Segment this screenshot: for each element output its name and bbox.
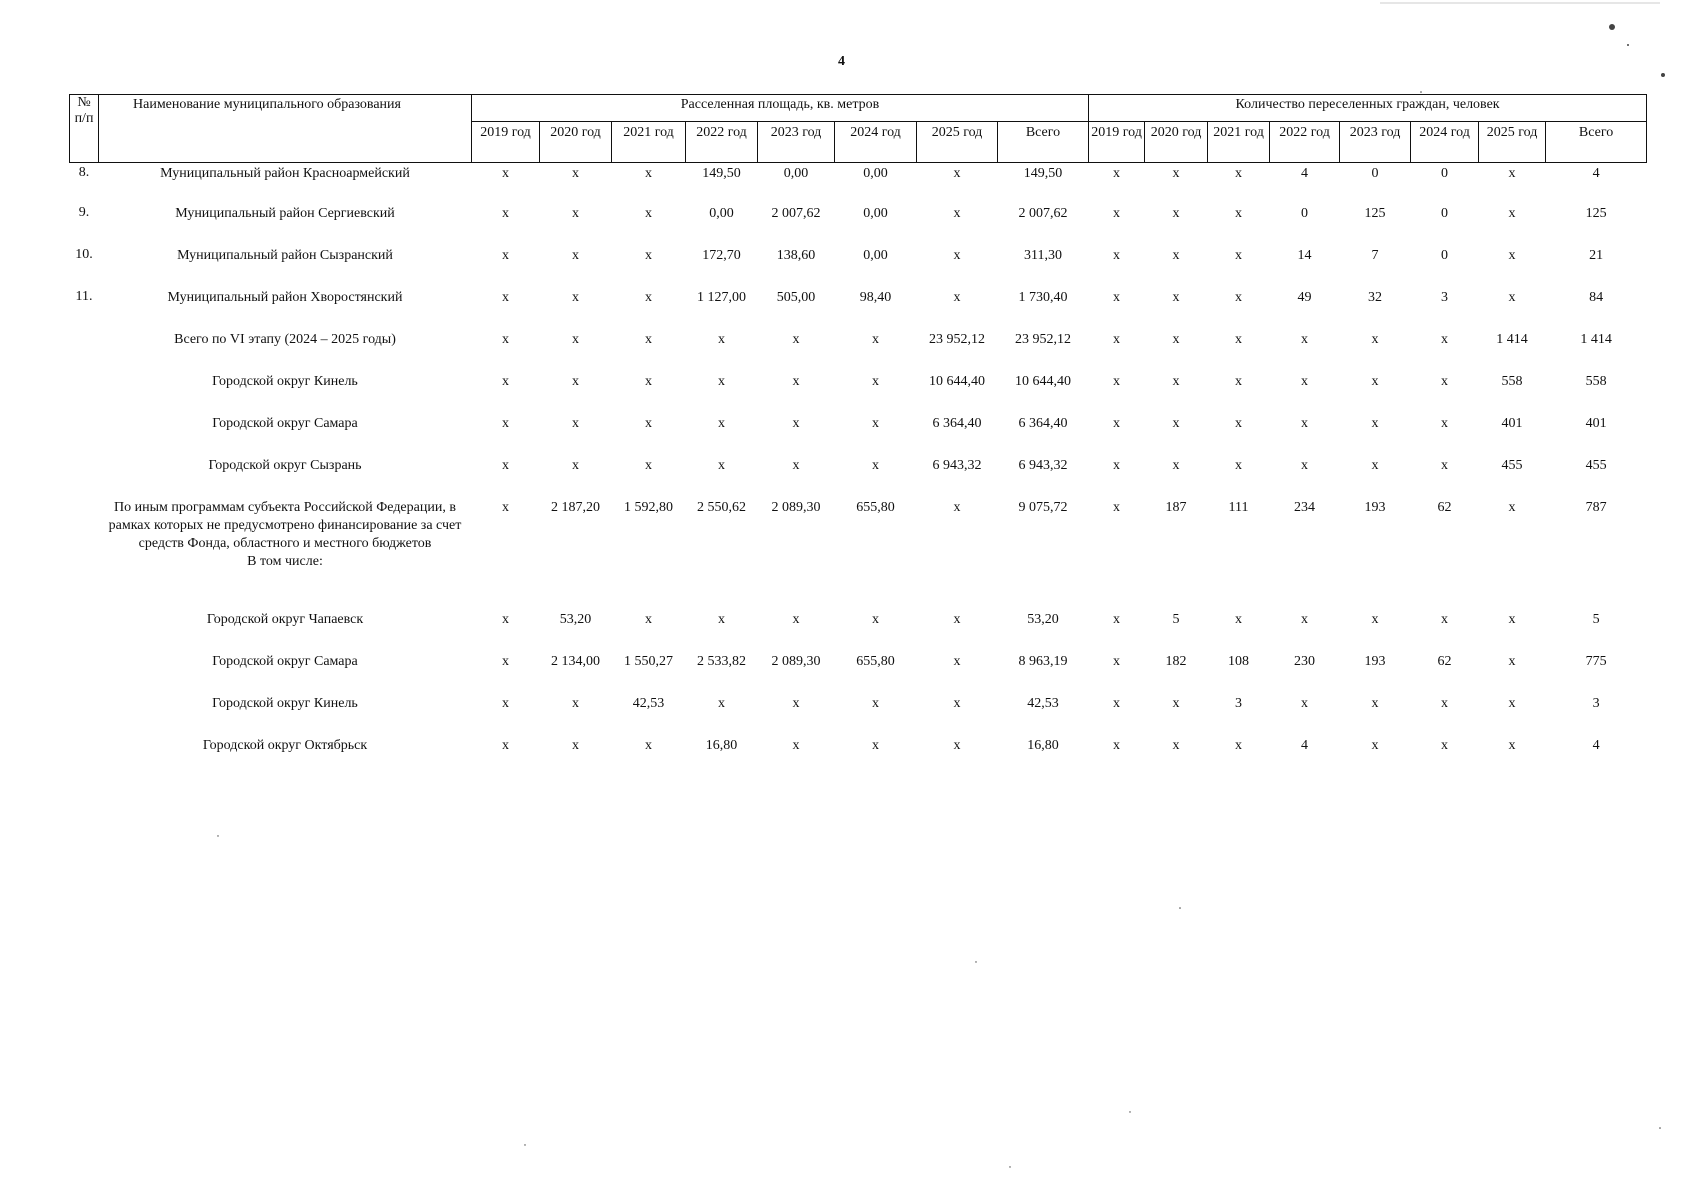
area-total-cell: 16,80 (1027, 738, 1059, 753)
people-cell: x (1508, 738, 1516, 753)
area-cell: 655,80 (856, 500, 895, 515)
people-cell: 62 (1437, 500, 1452, 515)
people-cell: x (1113, 696, 1121, 711)
year-header: 2022 год (686, 122, 758, 163)
people-cell: 5 (1172, 612, 1180, 627)
table-row (70, 611, 1647, 653)
row-name-cell (99, 247, 472, 289)
people-cell: x (1301, 332, 1309, 347)
people-cell: 193 (1364, 654, 1386, 669)
people-cell: 193 (1364, 500, 1386, 515)
people-cell: x (1441, 374, 1449, 389)
people-cell: x (1301, 374, 1309, 389)
people-total-cell: 84 (1589, 290, 1604, 305)
area-cell: 1 592,80 (624, 500, 673, 515)
area-cell: x (953, 500, 961, 515)
row-name-cell (99, 611, 472, 653)
page-number: 4 (838, 54, 845, 69)
people-total-cell: 21 (1589, 248, 1604, 263)
area-total-cell: 10 644,40 (1015, 374, 1071, 389)
people-cell: x (1172, 166, 1180, 181)
area-cell: x (872, 612, 879, 627)
area-cell: x (953, 206, 961, 221)
year-header: 2019 год (472, 122, 540, 163)
area-cell: x (645, 290, 652, 305)
area-cell: x (502, 612, 509, 627)
row-number (70, 737, 99, 779)
people-cell: 0 (1441, 166, 1449, 181)
people-cell: x (1113, 654, 1121, 669)
area-cell: x (502, 654, 509, 669)
area-total-cell: 6 943,32 (1018, 458, 1068, 473)
area-cell: x (718, 696, 725, 711)
area-cell: 98,40 (859, 290, 892, 305)
year-header: 2021 год (612, 122, 686, 163)
area-cell: x (572, 458, 579, 473)
area-cell: x (502, 206, 509, 221)
area-cell: 0,00 (863, 206, 888, 221)
people-cell: x (1172, 206, 1180, 221)
people-cell: x (1235, 332, 1243, 347)
people-cell: 0 (1441, 206, 1449, 221)
people-cell: x (1113, 290, 1121, 305)
year-header: 2024 год (835, 122, 917, 163)
row-name-cell (99, 373, 472, 415)
row-name-cell (99, 695, 472, 737)
area-cell: x (792, 416, 800, 431)
row-name: Муниципальный район Сызранский (177, 248, 393, 263)
area-cell: 172,70 (702, 248, 741, 263)
table-row (70, 695, 1647, 737)
people-cell: x (1508, 248, 1516, 263)
people-cell: x (1371, 738, 1379, 753)
people-cell: x (1371, 374, 1379, 389)
people-total-cell: 455 (1585, 458, 1607, 473)
area-cell: x (872, 458, 879, 473)
people-cell: x (1371, 416, 1379, 431)
area-cell: 2 089,30 (771, 500, 821, 515)
area-cell: x (645, 374, 652, 389)
area-cell: 655,80 (856, 654, 895, 669)
row-name: Городской округ Самара (212, 654, 358, 669)
people-cell: x (1235, 738, 1243, 753)
area-cell: x (718, 374, 725, 389)
area-cell: 2 089,30 (771, 654, 821, 669)
people-total-cell: 5 (1592, 612, 1600, 627)
area-cell: 2 550,62 (697, 500, 746, 515)
area-cell: x (645, 248, 652, 263)
people-cell: x (1172, 458, 1180, 473)
area-cell: x (502, 738, 509, 753)
people-cell: 14 (1297, 248, 1312, 263)
area-cell: x (953, 290, 961, 305)
people-cell: 0 (1301, 206, 1309, 221)
area-cell: x (572, 290, 579, 305)
people-cell: x (1172, 332, 1180, 347)
area-cell: x (572, 416, 579, 431)
area-cell: x (792, 332, 800, 347)
area-cell: x (872, 416, 879, 431)
people-cell: 108 (1228, 654, 1250, 669)
area-total-cell: 8 963,19 (1018, 654, 1068, 669)
people-cell: x (1301, 696, 1309, 711)
people-cell: 455 (1501, 458, 1523, 473)
row-number: 10. (75, 247, 93, 262)
area-cell: 10 644,40 (929, 374, 985, 389)
people-cell: 49 (1297, 290, 1312, 305)
people-cell: x (1371, 458, 1379, 473)
people-cell: x (1371, 612, 1379, 627)
people-cell: 401 (1501, 416, 1523, 431)
people-cell: 3 (1235, 696, 1243, 711)
col-name-header: Наименование муниципального образования (99, 95, 472, 163)
row-name-cell (99, 289, 472, 331)
col-num-header: № п/п (70, 95, 99, 163)
people-cell: x (1441, 416, 1449, 431)
row-number (70, 457, 99, 499)
area-cell: 0,00 (783, 166, 809, 181)
people-cell: x (1508, 612, 1516, 627)
people-cell: x (1172, 374, 1180, 389)
group-area-header: Расселенная площадь, кв. метров (472, 95, 1089, 122)
row-name: Муниципальный район Красноармейский (160, 166, 410, 181)
year-header: 2019 год (1089, 122, 1145, 163)
area-cell: 149,50 (702, 166, 741, 181)
table-row (70, 205, 1647, 247)
area-cell: x (502, 416, 509, 431)
area-cell: x (872, 738, 879, 753)
area-cell: x (645, 166, 652, 181)
people-cell: 1 414 (1496, 332, 1528, 347)
row-name-cell (99, 205, 472, 247)
people-cell: 230 (1294, 654, 1316, 669)
people-cell: 4 (1301, 166, 1309, 181)
people-cell: x (1113, 612, 1121, 627)
area-cell: x (792, 458, 800, 473)
area-cell: x (792, 612, 800, 627)
row-number: 9. (78, 205, 90, 220)
area-cell: x (792, 738, 800, 753)
row-name: Городской округ Кинель (212, 696, 358, 711)
row-name: Городской округ Кинель (212, 374, 358, 389)
area-cell: 0,00 (863, 248, 888, 263)
year-header: 2020 год (1145, 122, 1208, 163)
people-cell: x (1113, 738, 1121, 753)
area-cell: x (953, 654, 961, 669)
area-cell: 138,60 (776, 248, 816, 263)
row-name: Муниципальный район Хворостянский (167, 290, 403, 305)
people-cell: x (1441, 696, 1449, 711)
people-cell: x (1301, 416, 1309, 431)
resettlement-table (69, 94, 1647, 779)
area-total-cell: 9 075,72 (1018, 500, 1068, 515)
people-cell: x (1172, 248, 1180, 263)
row-name: Муниципальный район Сергиевский (175, 206, 395, 221)
people-cell: 7 (1371, 248, 1379, 263)
area-cell: 2 007,62 (771, 206, 821, 221)
people-total-cell: 775 (1585, 654, 1607, 669)
people-cell: x (1508, 166, 1516, 181)
area-cell: x (953, 612, 961, 627)
area-cell: x (872, 332, 879, 347)
row-name: Всего по VI этапу (2024 – 2025 годы) (174, 332, 396, 347)
table-row (70, 653, 1647, 695)
people-cell: 3 (1441, 290, 1449, 305)
row-name-cell (99, 737, 472, 779)
people-cell: 62 (1437, 654, 1452, 669)
people-cell: x (1113, 166, 1121, 181)
area-cell: x (792, 374, 800, 389)
year-header: 2023 год (1340, 122, 1411, 163)
people-cell: x (1172, 290, 1180, 305)
area-total-cell: 6 364,40 (1018, 416, 1068, 431)
people-cell: x (1113, 458, 1121, 473)
people-total-cell: 125 (1585, 206, 1607, 221)
people-total-cell: 401 (1585, 416, 1607, 431)
row-number (70, 373, 99, 415)
area-cell: x (502, 248, 509, 263)
people-total-cell: 4 (1592, 166, 1600, 181)
people-total-cell: 4 (1592, 738, 1600, 753)
people-cell: 558 (1501, 374, 1523, 389)
people-cell: x (1441, 332, 1449, 347)
area-cell: x (572, 696, 579, 711)
table-row (70, 373, 1647, 415)
group-people-header: Количество переселенных граждан, человек (1089, 95, 1647, 122)
people-cell: x (1235, 612, 1243, 627)
area-cell: 0,00 (863, 166, 888, 181)
area-cell: 2 134,00 (551, 654, 600, 669)
people-cell: 32 (1368, 290, 1383, 305)
row-name: Городской округ Чапаевск (206, 612, 364, 627)
people-total-cell: 3 (1592, 696, 1600, 711)
people-cell: x (1371, 332, 1379, 347)
row-name: По иным программам субъекта Российской Федерации, в рамках которых не предусмотрено финансирование за счет средств Фонда, областного и местного бюджетов (108, 500, 462, 551)
people-cell: x (1301, 612, 1309, 627)
area-total-cell: 53,20 (1027, 612, 1059, 627)
people-total-cell: 787 (1585, 500, 1607, 515)
area-cell: x (502, 290, 509, 305)
year-header: 2022 год (1270, 122, 1340, 163)
area-cell: x (718, 612, 725, 627)
people-cell: x (1113, 500, 1121, 515)
people-cell: x (1235, 248, 1243, 263)
people-total-cell: 1 414 (1580, 332, 1612, 347)
people-cell: x (1235, 416, 1243, 431)
row-name-cell (99, 653, 472, 695)
people-cell: x (1235, 206, 1243, 221)
area-cell: 23 952,12 (929, 332, 985, 347)
area-cell: x (502, 166, 509, 181)
people-cell: x (1441, 738, 1449, 753)
area-cell: x (872, 374, 879, 389)
area-cell: x (645, 332, 652, 347)
year-header: 2021 год (1208, 122, 1270, 163)
row-number (70, 499, 99, 611)
year-header: 2023 год (758, 122, 835, 163)
people-cell: 182 (1165, 654, 1187, 669)
area-cell: 2 187,20 (551, 500, 600, 515)
people-cell: x (1235, 458, 1243, 473)
area-cell: x (502, 458, 509, 473)
people-cell: x (1235, 290, 1243, 305)
people-cell: 187 (1165, 500, 1187, 515)
area-cell: 1 127,00 (697, 290, 746, 305)
row-name-cell (99, 331, 472, 373)
area-cell: x (645, 458, 652, 473)
row-name-cell (99, 415, 472, 457)
area-cell: x (502, 374, 509, 389)
row-number: 11. (75, 289, 93, 304)
area-cell: x (792, 696, 800, 711)
area-cell: 42,53 (632, 696, 665, 711)
people-cell: x (1508, 500, 1516, 515)
people-cell: x (1371, 696, 1379, 711)
area-total-cell: 149,50 (1023, 166, 1063, 181)
people-cell: x (1113, 206, 1121, 221)
people-cell: x (1113, 248, 1121, 263)
people-total-cell: 558 (1585, 374, 1607, 389)
area-cell: x (572, 374, 579, 389)
table-row (70, 331, 1647, 373)
row-name: Городской округ Сызрань (208, 458, 362, 473)
area-cell: x (572, 206, 579, 221)
area-cell: x (645, 416, 652, 431)
row-name-cell (99, 457, 472, 499)
row-number (70, 331, 99, 373)
area-cell: x (572, 738, 579, 753)
area-cell: x (953, 166, 961, 181)
area-cell: 16,80 (705, 738, 738, 753)
year-header: 2020 год (540, 122, 612, 163)
area-total-cell: 311,30 (1024, 248, 1062, 263)
people-cell: x (1113, 332, 1121, 347)
area-cell: 2 533,82 (697, 654, 746, 669)
row-number (70, 695, 99, 737)
year-header: 2024 год (1411, 122, 1479, 163)
table-row (70, 415, 1647, 457)
area-cell: x (502, 696, 509, 711)
area-cell: x (502, 500, 509, 515)
people-cell: x (1508, 696, 1516, 711)
people-cell: x (1235, 374, 1243, 389)
area-cell: 0,00 (709, 206, 734, 221)
people-cell: x (1235, 166, 1243, 181)
people-cell: 4 (1301, 738, 1309, 753)
table-row (70, 737, 1647, 779)
people-cell: x (1441, 612, 1449, 627)
area-cell: 53,20 (559, 612, 592, 627)
people-cell: 0 (1441, 248, 1449, 263)
area-total-cell: 1 730,40 (1018, 290, 1068, 305)
people-cell: 234 (1294, 500, 1316, 515)
people-cell: x (1508, 654, 1516, 669)
people-cell: x (1172, 738, 1180, 753)
area-cell: x (718, 416, 725, 431)
area-cell: x (718, 458, 725, 473)
area-cell: x (572, 332, 579, 347)
year-header: 2025 год (917, 122, 998, 163)
table-row (70, 457, 1647, 499)
people-cell: x (1172, 696, 1180, 711)
area-cell: x (502, 332, 509, 347)
area-total-cell: 42,53 (1027, 696, 1059, 711)
people-cell: 111 (1228, 500, 1249, 515)
row-name: Городской округ Октябрьск (202, 738, 368, 753)
people-cell: x (1301, 458, 1309, 473)
area-cell: x (645, 738, 652, 753)
area-cell: 6 943,32 (932, 458, 982, 473)
people-cell: x (1113, 416, 1121, 431)
area-total-cell: 23 952,12 (1015, 332, 1071, 347)
area-cell: x (572, 248, 579, 263)
row-name-cell (99, 163, 472, 206)
area-cell: x (953, 248, 961, 263)
row-name-cell (99, 499, 472, 611)
area-cell: 6 364,40 (932, 416, 982, 431)
row-number (70, 653, 99, 695)
area-cell: x (953, 696, 961, 711)
row-name: Городской округ Самара (212, 416, 358, 431)
area-cell: x (645, 612, 652, 627)
area-cell: 1 550,27 (624, 654, 673, 669)
row-number (70, 611, 99, 653)
people-cell: x (1508, 206, 1516, 221)
area-cell: x (953, 738, 961, 753)
people-cell: 125 (1364, 206, 1386, 221)
people-cell: 0 (1371, 166, 1379, 181)
row-number: 8. (78, 165, 90, 180)
area-cell: x (645, 206, 652, 221)
area-cell: x (872, 696, 879, 711)
table-row (70, 247, 1647, 289)
table-row (70, 163, 1647, 206)
table-row (70, 499, 1647, 611)
area-cell: x (718, 332, 725, 347)
area-cell: x (572, 166, 579, 181)
people-cell: x (1172, 416, 1180, 431)
people-cell: x (1508, 290, 1516, 305)
year-header: 2025 год (1479, 122, 1546, 163)
total-header: Всего (998, 122, 1089, 163)
people-cell: x (1113, 374, 1121, 389)
area-cell: 505,00 (776, 290, 816, 305)
people-cell: x (1441, 458, 1449, 473)
row-subnote: В том числе: (247, 554, 323, 569)
total-header: Всего (1546, 122, 1647, 163)
area-total-cell: 2 007,62 (1018, 206, 1068, 221)
table-row (70, 289, 1647, 331)
row-number (70, 415, 99, 457)
